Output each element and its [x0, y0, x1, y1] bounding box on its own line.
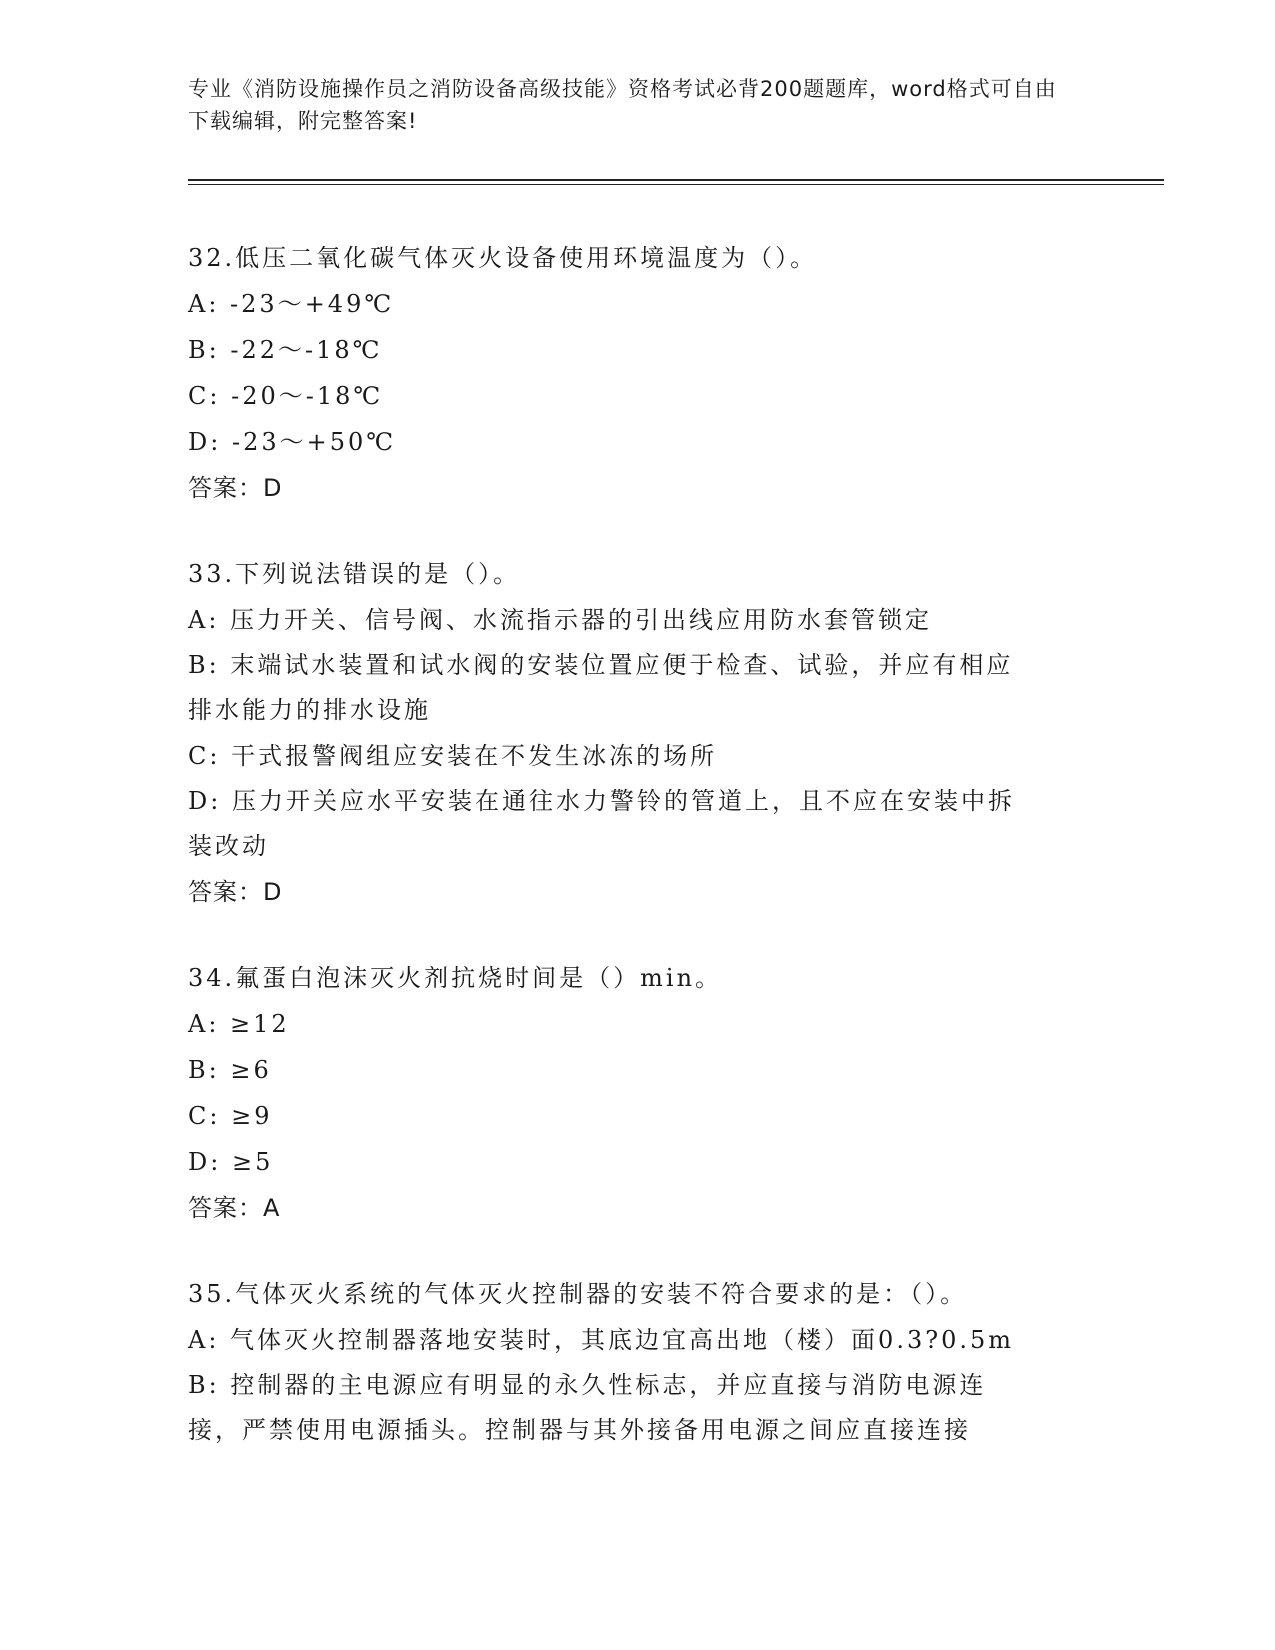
question-stem: 34.氟蛋白泡沫灭火剂抗烧时间是（）min。	[188, 964, 723, 992]
header-rule-thin	[188, 184, 1164, 185]
question-stem: 33.下列说法错误的是（）。	[188, 560, 521, 588]
option-b: B: -22～-18℃	[188, 336, 383, 364]
option-a: A: 压力开关、信号阀、水流指示器的引出线应用防水套管锁定	[188, 606, 933, 634]
option-c: C: -20～-18℃	[188, 382, 384, 410]
option-a: A: -23～+49℃	[188, 290, 395, 318]
option-d: D: -23～+50℃	[188, 428, 397, 456]
option-d: D: ≥5	[188, 1148, 274, 1176]
option-c: C: 干式报警阀组应安装在不发生冰冻的场所	[188, 742, 718, 770]
answer: 答案：D	[188, 878, 283, 906]
question-stem: 35.气体灭火系统的气体灭火控制器的安装不符合要求的是：（）。	[188, 1280, 968, 1308]
question-list	[188, 235, 1088, 1493]
option-a: A: ≥12	[188, 1010, 290, 1038]
option-a: A: 气体灭火控制器落地安装时，其底边宜高出地（楼）面0.3?0.5m	[188, 1326, 1015, 1354]
option-d: D: 压力开关应水平安装在通往水力警铃的管道上，且不应在安装中拆装改动	[188, 787, 1015, 860]
question-35	[188, 1271, 1088, 1453]
option-b: B: 控制器的主电源应有明显的永久性标志，并应直接与消防电源连接，严禁使用电源插头。控制器与其外接备用电源之间应直接连接	[188, 1371, 987, 1444]
option-b: B: 末端试水装置和试水阀的安装位置应便于检查、试验，并应有相应排水能力的排水设施	[188, 651, 1014, 724]
answer: 答案：A	[188, 1194, 281, 1222]
document-intro: 专业《消防设施操作员之消防设备高级技能》资格考试必背200题题库，word格式可自由下载编辑，附完整答案!	[188, 77, 1057, 133]
option-c: C: ≥9	[188, 1102, 273, 1130]
question-34	[188, 955, 1088, 1231]
question-33	[188, 551, 1088, 915]
header-rule-thick	[188, 179, 1164, 181]
answer: 答案：D	[188, 474, 283, 502]
option-b: B: ≥6	[188, 1056, 272, 1084]
question-32	[188, 235, 1088, 511]
question-stem: 32.低压二氧化碳气体灭火设备使用环境温度为（）。	[188, 244, 818, 272]
